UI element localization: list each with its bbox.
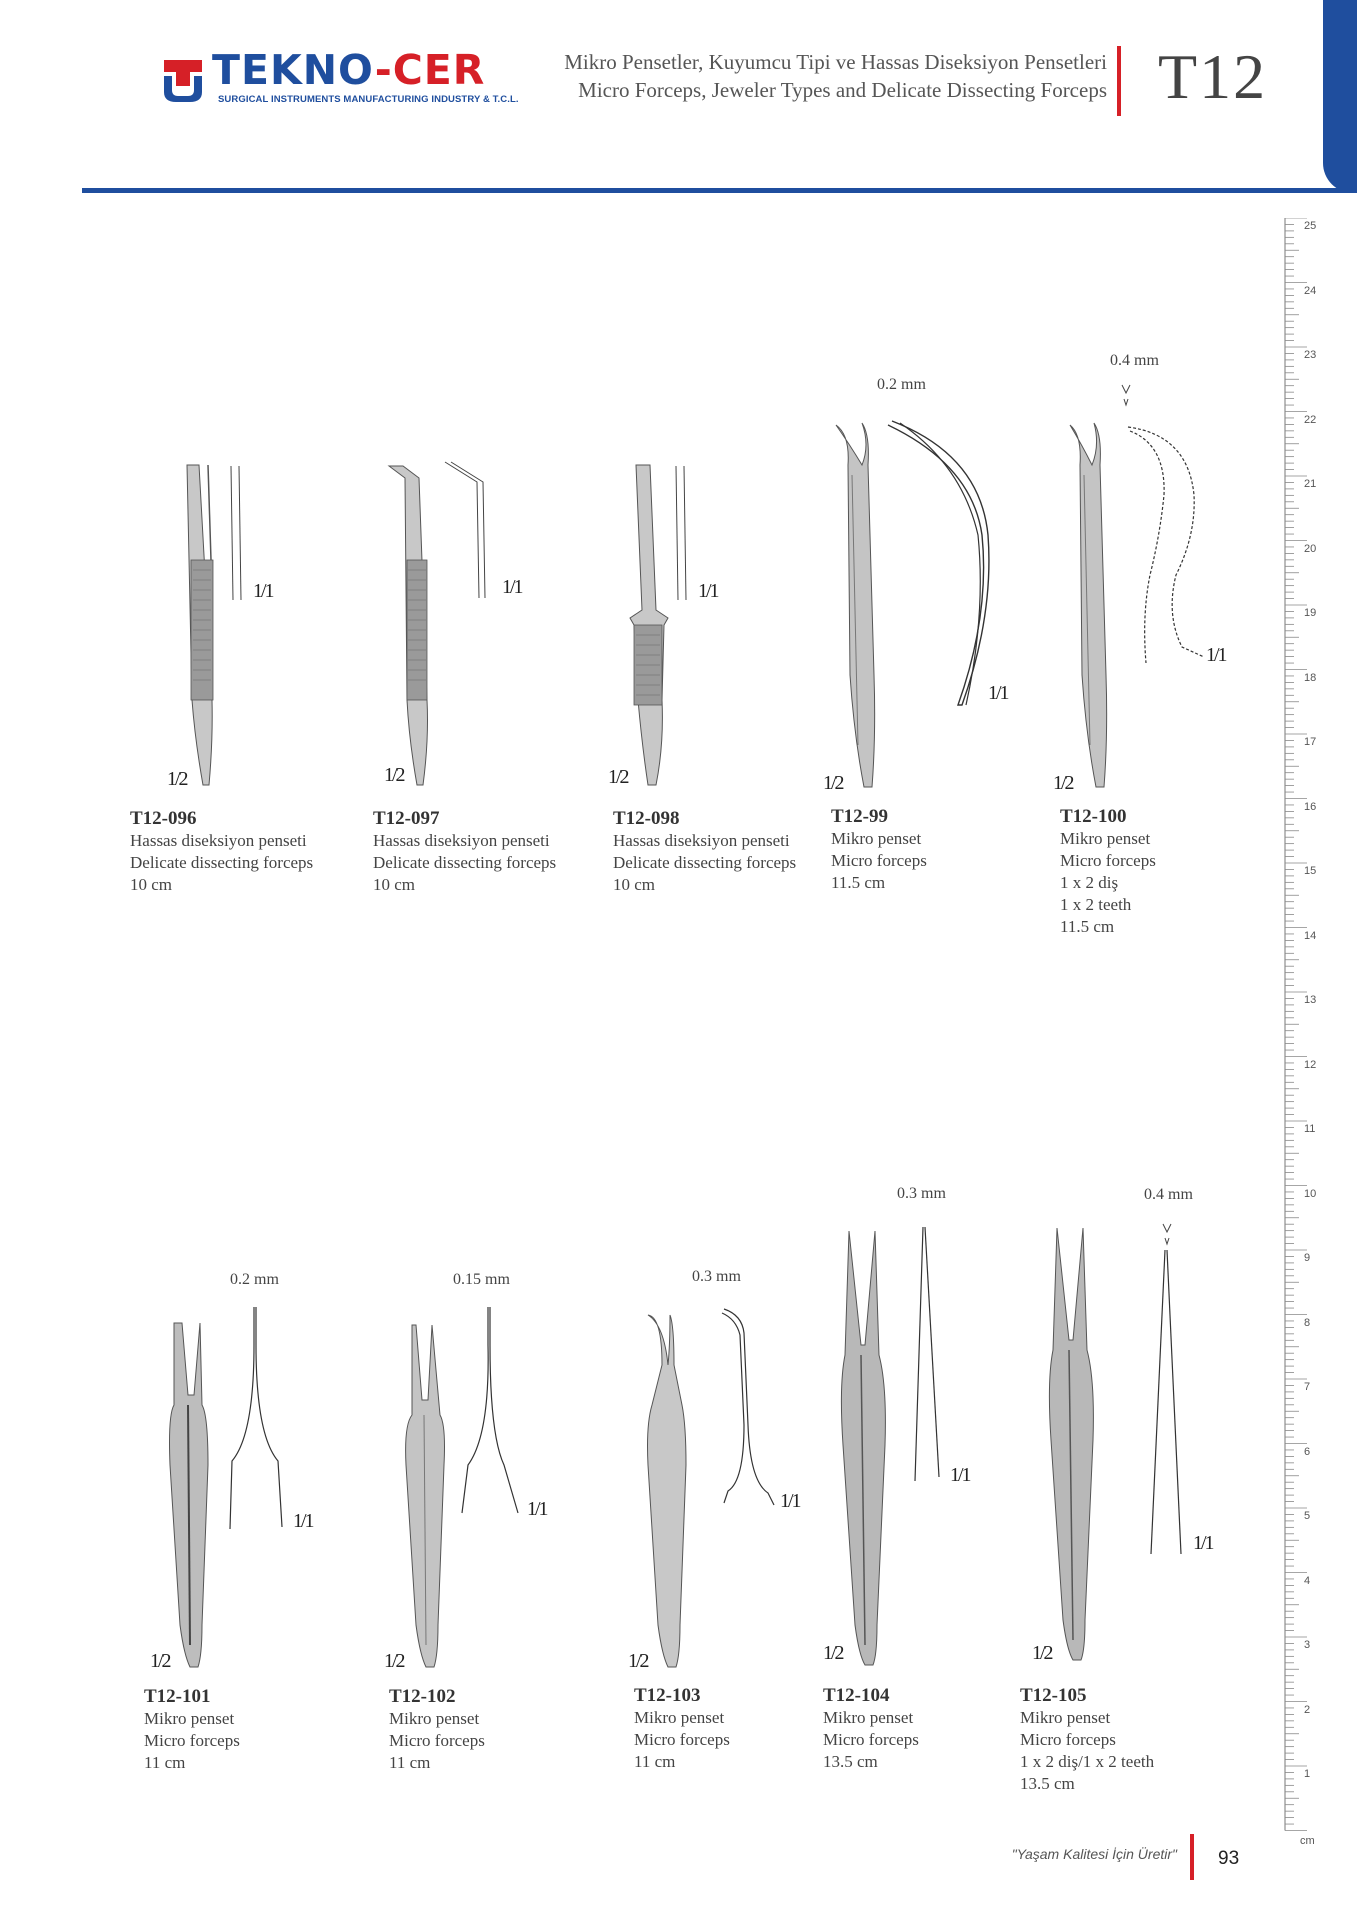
product-teeth-en: 1 x 2 teeth: [1060, 895, 1132, 914]
ruler-label: 4: [1304, 1574, 1311, 1587]
product-name-en: Micro forceps: [1020, 1730, 1116, 1749]
product-name-en: Micro forceps: [831, 851, 927, 870]
product-code: T12-096: [130, 808, 197, 829]
product-code: T12-100: [1060, 806, 1127, 827]
scale-full-t12-99: 1/1: [988, 682, 1008, 704]
product-teeth-tr: 1 x 2 diş: [1060, 873, 1119, 892]
ruler-label: 14: [1304, 929, 1317, 942]
header-corner-decoration: [1323, 0, 1357, 193]
product-card-t12-098: [613, 808, 796, 896]
product-code: T12-104: [823, 1685, 890, 1706]
product-code: T12-101: [144, 1686, 211, 1707]
ruler-label: 19: [1304, 607, 1317, 619]
scale-half-t12-096: 1/2: [167, 768, 187, 790]
scale-half-t12-102: 1/2: [384, 1650, 404, 1672]
ruler-label: 23: [1304, 349, 1317, 361]
scale-full-t12-097: 1/1: [502, 576, 522, 598]
ruler-label: 9: [1304, 1252, 1311, 1264]
scale-half-t12-097: 1/2: [384, 764, 404, 786]
tip-size-t12-101: 0.2 mm: [230, 1271, 279, 1288]
product-name-tr: Mikro penset: [823, 1708, 914, 1727]
scale-half-t12-098: 1/2: [608, 766, 628, 788]
forceps-image-t12-99: [830, 415, 1000, 795]
product-name-tr: Hassas diseksiyon penseti: [613, 831, 790, 850]
product-size: 11 cm: [634, 1752, 676, 1771]
scale-half-t12-104: 1/2: [823, 1642, 843, 1664]
product-name-en: Delicate dissecting forceps: [130, 853, 314, 872]
product-card-t12-99: [831, 806, 927, 894]
page-number: 93: [1218, 1848, 1240, 1869]
ruler-label: 13: [1304, 994, 1317, 1006]
product-name-en: Micro forceps: [389, 1731, 485, 1750]
ruler-label: 6: [1304, 1445, 1311, 1458]
product-card-t12-105: [1020, 1685, 1154, 1795]
product-name-en: Micro forceps: [823, 1730, 919, 1749]
scale-full-t12-102: 1/1: [527, 1498, 547, 1520]
ruler-label: 18: [1304, 671, 1317, 684]
product-card-t12-101: [144, 1686, 240, 1774]
scale-full-t12-096: 1/1: [253, 580, 273, 602]
product-card-t12-103: [634, 1685, 730, 1773]
product-card-t12-104: [823, 1685, 919, 1773]
page-title-english: Micro Forceps, Jeweler Types and Delicate Dissecting Forceps: [578, 78, 1107, 102]
ruler-label: 25: [1304, 220, 1317, 232]
ruler-label: 1: [1304, 1768, 1311, 1780]
ruler-label: 24: [1304, 284, 1317, 297]
forceps-image-t12-102: [400, 1305, 540, 1675]
forceps-image-t12-098: [620, 460, 710, 795]
forceps-image-t12-104: [835, 1225, 975, 1675]
product-name-en: Delicate dissecting forceps: [613, 853, 797, 872]
product-code: T12-097: [373, 808, 440, 829]
forceps-image-t12-101: [160, 1305, 300, 1675]
product-card-t12-102: [389, 1686, 485, 1774]
ruler-unit: cm: [1300, 1835, 1315, 1847]
scale-full-t12-104: 1/1: [950, 1464, 970, 1486]
product-size: 13.5 cm: [823, 1752, 878, 1771]
product-name-en: Delicate dissecting forceps: [373, 853, 557, 872]
scale-full-t12-105: 1/1: [1193, 1532, 1213, 1554]
scale-full-t12-101: 1/1: [293, 1510, 313, 1532]
scale-half-t12-99: 1/2: [823, 772, 843, 794]
logo-mark-icon: [160, 56, 206, 102]
scale-half-t12-105: 1/2: [1032, 1642, 1052, 1664]
scale-half-t12-101: 1/2: [150, 1650, 170, 1672]
product-name-tr: Mikro penset: [831, 829, 922, 848]
tip-size-t12-104: 0.3 mm: [897, 1185, 946, 1202]
ruler-label: 21: [1304, 478, 1317, 490]
brand-logo: [160, 46, 519, 108]
footer-slogan: "Yaşam Kalitesi İçin Üretir": [1011, 1846, 1177, 1862]
product-card-t12-096: [130, 808, 313, 896]
product-size: 13.5 cm: [1020, 1774, 1075, 1793]
forceps-image-t12-096: [175, 460, 255, 795]
tip-size-t12-102: 0.15 mm: [453, 1271, 510, 1288]
product-name-tr: Mikro penset: [144, 1709, 235, 1728]
product-code: T12-105: [1020, 1685, 1087, 1706]
tip-size-t12-99: 0.2 mm: [877, 376, 926, 393]
product-code: T12-098: [613, 808, 680, 829]
ruler-label: 5: [1304, 1510, 1311, 1522]
section-code: T12: [1158, 41, 1268, 112]
ruler-label: 3: [1304, 1639, 1311, 1651]
tip-size-t12-100: 0.4 mm: [1110, 352, 1159, 369]
ruler-label: 17: [1304, 736, 1317, 748]
forceps-image-t12-100: [1060, 385, 1230, 795]
brand-name: [212, 46, 485, 94]
product-card-t12-097: [373, 808, 556, 896]
scale-half-t12-103: 1/2: [628, 1650, 648, 1672]
product-size: 10 cm: [130, 875, 173, 894]
product-code: T12-99: [831, 806, 888, 827]
product-name-tr: Hassas diseksiyon penseti: [130, 831, 307, 850]
forceps-image-t12-105: [1045, 1220, 1215, 1670]
product-name-tr: Hassas diseksiyon penseti: [373, 831, 550, 850]
tip-size-t12-103: 0.3 mm: [692, 1268, 741, 1285]
product-card-t12-100: [1060, 806, 1156, 938]
forceps-image-t12-103: [640, 1305, 780, 1675]
product-code: T12-102: [389, 1686, 456, 1707]
product-size: 11 cm: [389, 1753, 431, 1772]
ruler-label: 12: [1304, 1058, 1317, 1071]
brand-name-text: TEKNO-CER: [212, 46, 486, 94]
scale-half-t12-100: 1/2: [1053, 772, 1073, 794]
product-size: 11 cm: [144, 1753, 186, 1772]
product-code: T12-103: [634, 1685, 701, 1706]
ruler-label: 20: [1304, 542, 1317, 555]
tip-size-t12-105: 0.4 mm: [1144, 1186, 1193, 1203]
brand-subtitle: SURGICAL INSTRUMENTS MANUFACTURING INDUSTRY & T.C.L.: [218, 94, 519, 105]
product-name-en: Micro forceps: [634, 1730, 730, 1749]
forceps-image-t12-097: [385, 460, 495, 795]
measurement-ruler: [1283, 218, 1316, 1838]
product-name-tr: Mikro penset: [389, 1709, 480, 1728]
product-size: 11.5 cm: [831, 873, 886, 892]
product-teeth: 1 x 2 diş/1 x 2 teeth: [1020, 1752, 1155, 1771]
scale-full-t12-100: 1/1: [1206, 644, 1226, 666]
page-title-turkish: Mikro Pensetler, Kuyumcu Tipi ve Hassas Diseksiyon Pensetleri: [564, 50, 1107, 74]
ruler-label: 15: [1304, 865, 1317, 877]
title-separator: [1117, 46, 1121, 116]
product-size: 11.5 cm: [1060, 917, 1115, 936]
ruler-label: 16: [1304, 800, 1317, 813]
scale-full-t12-098: 1/1: [698, 580, 718, 602]
product-size: 10 cm: [613, 875, 656, 894]
product-name-tr: Mikro penset: [1020, 1708, 1111, 1727]
product-size: 10 cm: [373, 875, 416, 894]
ruler-label: 11: [1304, 1123, 1316, 1135]
ruler-label: 2: [1304, 1703, 1311, 1716]
product-name-en: Micro forceps: [144, 1731, 240, 1750]
footer-separator: [1190, 1834, 1194, 1880]
scale-full-t12-103: 1/1: [780, 1490, 800, 1512]
ruler-label: 8: [1304, 1316, 1311, 1329]
product-name-tr: Mikro penset: [1060, 829, 1151, 848]
product-name-en: Micro forceps: [1060, 851, 1156, 870]
header-divider: [82, 188, 1357, 193]
product-name-tr: Mikro penset: [634, 1708, 725, 1727]
ruler-label: 22: [1304, 413, 1317, 426]
ruler-label: 10: [1304, 1187, 1317, 1200]
ruler-label: 7: [1304, 1381, 1311, 1393]
